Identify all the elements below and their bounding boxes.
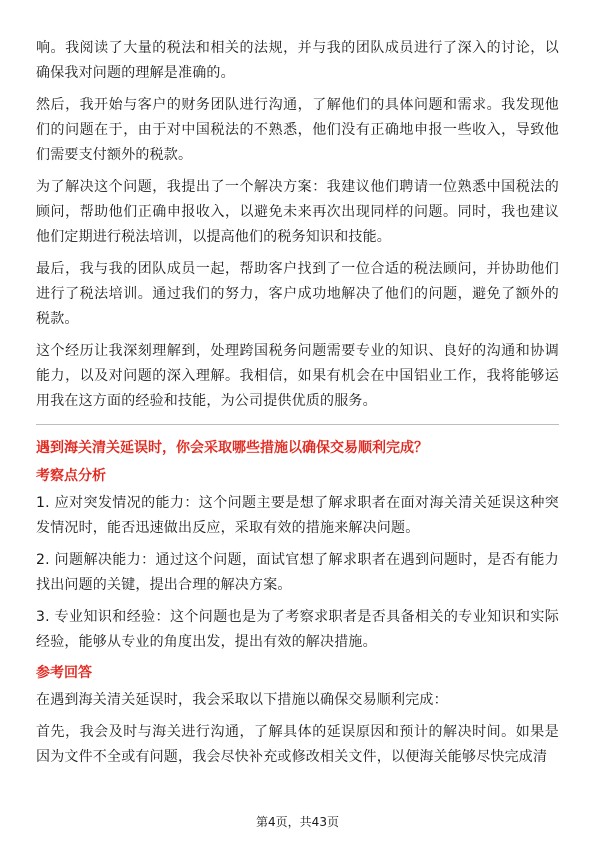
body-paragraph: 这个经历让我深刻理解到，处理跨国税务问题需要专业的知识、良好的沟通和协调能力，以及对问题的深入理解。我相信，如果有机会在中国铝业工作，我将能够运用我在这方面的经验和技能，为公司提供优质的服务。 [36, 343, 559, 409]
analysis-item: 1. 应对突发情况的能力：这个问题主要是想了解求职者在面对海关清关延误这种突发情况时，能否迅速做出反应，采取有效的措施来解决问题。 [36, 495, 559, 536]
section-divider [36, 424, 559, 425]
analysis-heading: 考察点分析 [36, 468, 106, 484]
analysis-item: 2. 问题解决能力：通过这个问题，面试官想了解求职者在遇到问题时，是否有能力找出问题的关键，提出合理的解决方案。 [36, 552, 559, 593]
answer-paragraph: 在遇到海关清关延误时，我会采取以下措施以确保交易顺利完成： [36, 692, 448, 708]
document-body [36, 36, 559, 777]
body-paragraph: 响。我阅读了大量的税法和相关的法规，并与我的团队成员进行了深入的讨论，以确保我对问题的理解是准确的。 [36, 40, 559, 81]
body-paragraph: 最后，我与我的团队成员一起，帮助客户找到了一位合适的税法顾问，并协助他们进行了税法培训。通过我们的努力，客户成功地解决了他们的问题，避免了额外的税款。 [36, 261, 559, 327]
question-heading: 遇到海关清关延误时，你会采取哪些措施以确保交易顺利完成？ [36, 440, 428, 456]
page-number: 第4页，共43页 [256, 815, 339, 829]
analysis-item: 3. 专业知识和经验：这个问题也是为了考察求职者是否具备相关的专业知识和实际经验，能够从专业的角度出发，提出有效的解决措施。 [36, 609, 559, 650]
body-paragraph: 然后，我开始与客户的财务团队进行沟通，了解他们的具体问题和需求。我发现他们的问题在于，由于对中国税法的不熟悉，他们没有正确地申报一些收入，导致他们需要支付额外的税款。 [36, 97, 559, 163]
answer-heading: 参考回答 [36, 665, 92, 681]
body-paragraph: 为了解决这个问题，我提出了一个解决方案：我建议他们聘请一位熟悉中国税法的顾问，帮助他们正确申报收入，以避免未来再次出现同样的问题。同时，我也建议他们定期进行税法培训，以提高他们的税务知识和技能。 [36, 179, 559, 245]
answer-paragraph: 首先，我会及时与海关进行沟通，了解具体的延误原因和预计的解决时间。如果是因为文件不全或有问题，我会尽快补充或修改相关文件，以便海关能够尽快完成清 [36, 724, 559, 765]
